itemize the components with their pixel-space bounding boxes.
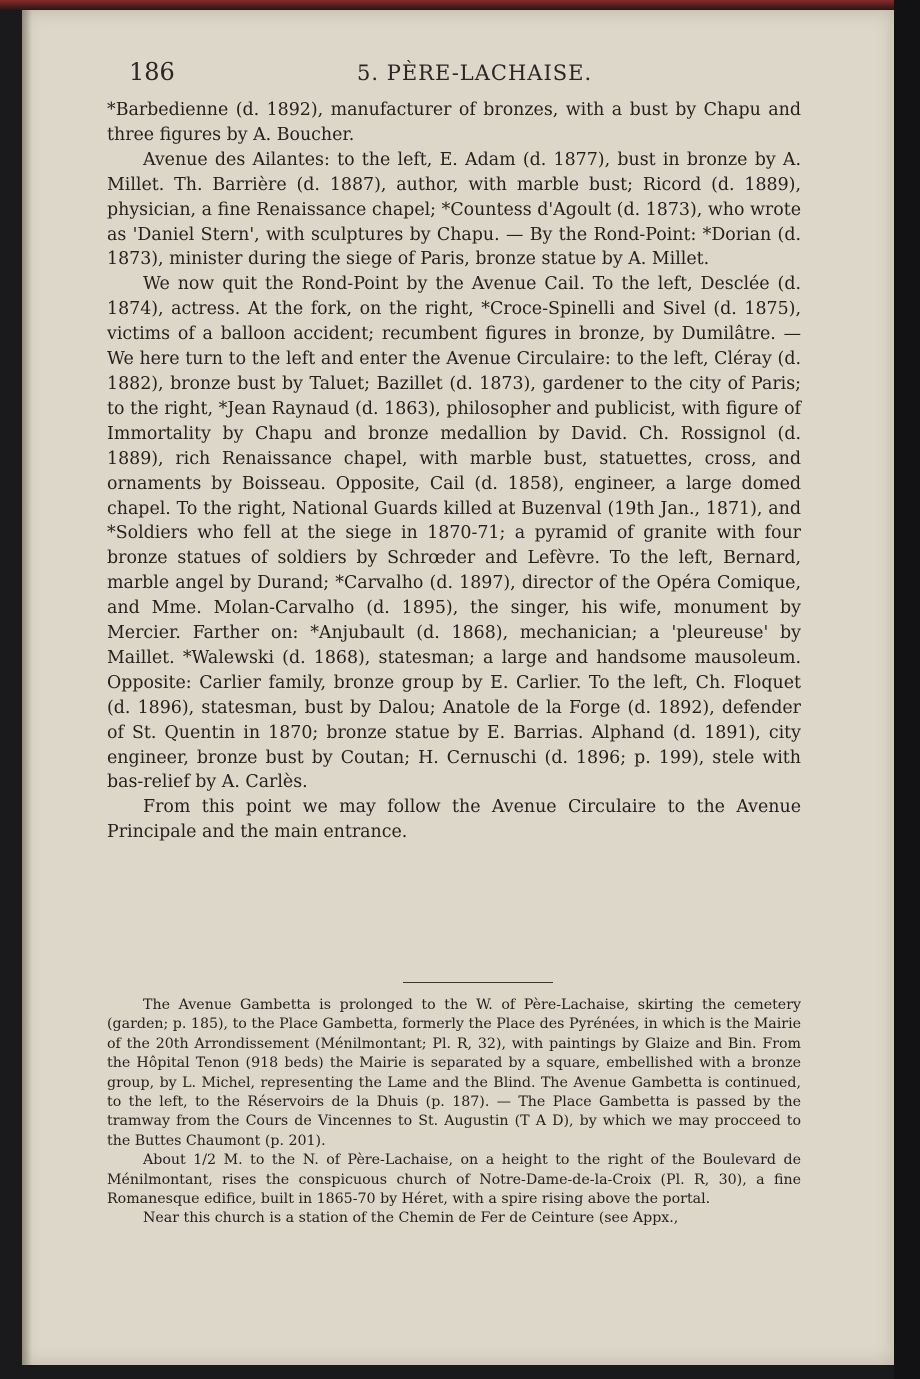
- paragraph-avenue-des-ailantes: Avenue des Ailantes: to the left, E. Adam (d. 1877), bust in bronze by A. Millet. Th. Barrière (d. 1887), author, with marble bust; Ricord (d. 1889), physician, a fine Renaissance chapel; *Countess d'Agoult (d. 1873), who wrote as 'Daniel Stern', with sculptures by Chapu. — By the Rond-Point: *Dorian (d. 1873), minister during the siege of Paris, bronze statue by A. Millet.: [107, 149, 801, 270]
- footnote-chemin-de-fer: Near this church is a station of the Chemin de Fer de Ceinture (see Appx.,: [143, 1210, 679, 1227]
- paragraph-avenue-circulaire: From this point we may follow the Avenue Circulaire to the Avenue Principale and the main entrance.: [107, 797, 801, 843]
- footnotes: [107, 996, 801, 1229]
- paragraph-avenue-cail: We now quit the Rond-Point by the Avenue Cail. To the left, Desclée (d. 1874), actress. At the fork, on the right, *Croce-Spinelli and Sivel (d. 1875), victims of a balloon accident; recumbent figures in bronze, by Dumilâtre. — We here turn to the left and enter the Avenue Circulaire: to the left, Cléray (d. 1882), bronze bust by Taluet; Bazillet (d. 1873), gardener to the city of Paris; to the right, *Jean Raynaud (d. 1863), philosopher and publicist, with figure of Immortality by Chapu and bronze medallion by David. Ch. Rossignol (d. 1889), rich Renaissance chapel, with marble bust, statuettes, cross, and ornaments by Boisseau. Opposite, Cail (d. 1858), engineer, a large domed chapel. To the right, National Guards killed at Buzenval (19th Jan., 1871), and *Soldiers who fell at the siege in 1870-71; a pyramid of granite with four bronze statues of soldiers by Schrœder and Lefèvre. To the left, Bernard, marble angel by Durand; *Carvalho (d. 1897), director of the Opéra Comique, and Mme. Molan-Carvalho (d. 1895), the singer, his wife, monument by Mercier. Farther on: *Anjubault (d. 1868), mechanician; a 'pleureuse' by Maillet. *Walewski (d. 1868), statesman; a large and handsome mausoleum. Opposite: Carlier family, bronze group by E. Carlier. To the left, Ch. Floquet (d. 1896), statesman, bust by Dalou; Anatole de la Forge (d. 1892), defender of St. Quentin in 1870; bronze statue by E. Barrias. Alphand (d. 1891), city engineer, bronze bust by Coutan; H. Cernuschi (d. 1896; p. 199), stele with bas-relief by A. Carlès.: [107, 274, 801, 793]
- main-text: [107, 98, 801, 845]
- footnote-notre-dame-de-la-croix: About 1/2 M. to the N. of Père-Lachaise, on a height to the right of the Boulevard de Ménilmontant, rises the conspicuous church of Notre-Dame-de-la-Croix (Pl. R, 30), a fine Romanesque edifice, built in 1865-70 by Héret, with a spire rising above the portal.: [107, 1152, 801, 1208]
- book-right-edge: [894, 0, 920, 1379]
- page-header: [129, 54, 829, 94]
- page-number: 186: [129, 58, 175, 86]
- book-top-edge: [0, 0, 920, 10]
- running-head: 5. PÈRE-LACHAISE.: [357, 61, 593, 85]
- footnote-divider: [403, 982, 553, 983]
- paragraph-barbedienne: *Barbedienne (d. 1892), manufacturer of bronzes, with a bust by Chapu and three figures by A. Boucher.: [107, 100, 801, 145]
- footnote-avenue-gambetta: The Avenue Gambetta is prolonged to the W. of Père-Lachaise, skirting the cemetery (garden; p. 185), to the Place Gambetta, formerly the Place des Pyrénées, in which is the Mairie of the 20th Arrondissement (Ménilmontant; Pl. R, 32), with paintings by Glaize and Bin. From the Hôpital Tenon (918 beds) the Mairie is separated by a square, embellished with a bronze group, by L. Michel, representing the Lame and the Blind. The Avenue Gambetta is continued, to the left, to the Réservoirs de la Dhuis (p. 187). — The Place Gambetta is passed by the tramway from the Cours de Vincennes to St. Augustin (T A D), by which we may procceed to the Buttes Chaumont (p. 201).: [107, 997, 801, 1149]
